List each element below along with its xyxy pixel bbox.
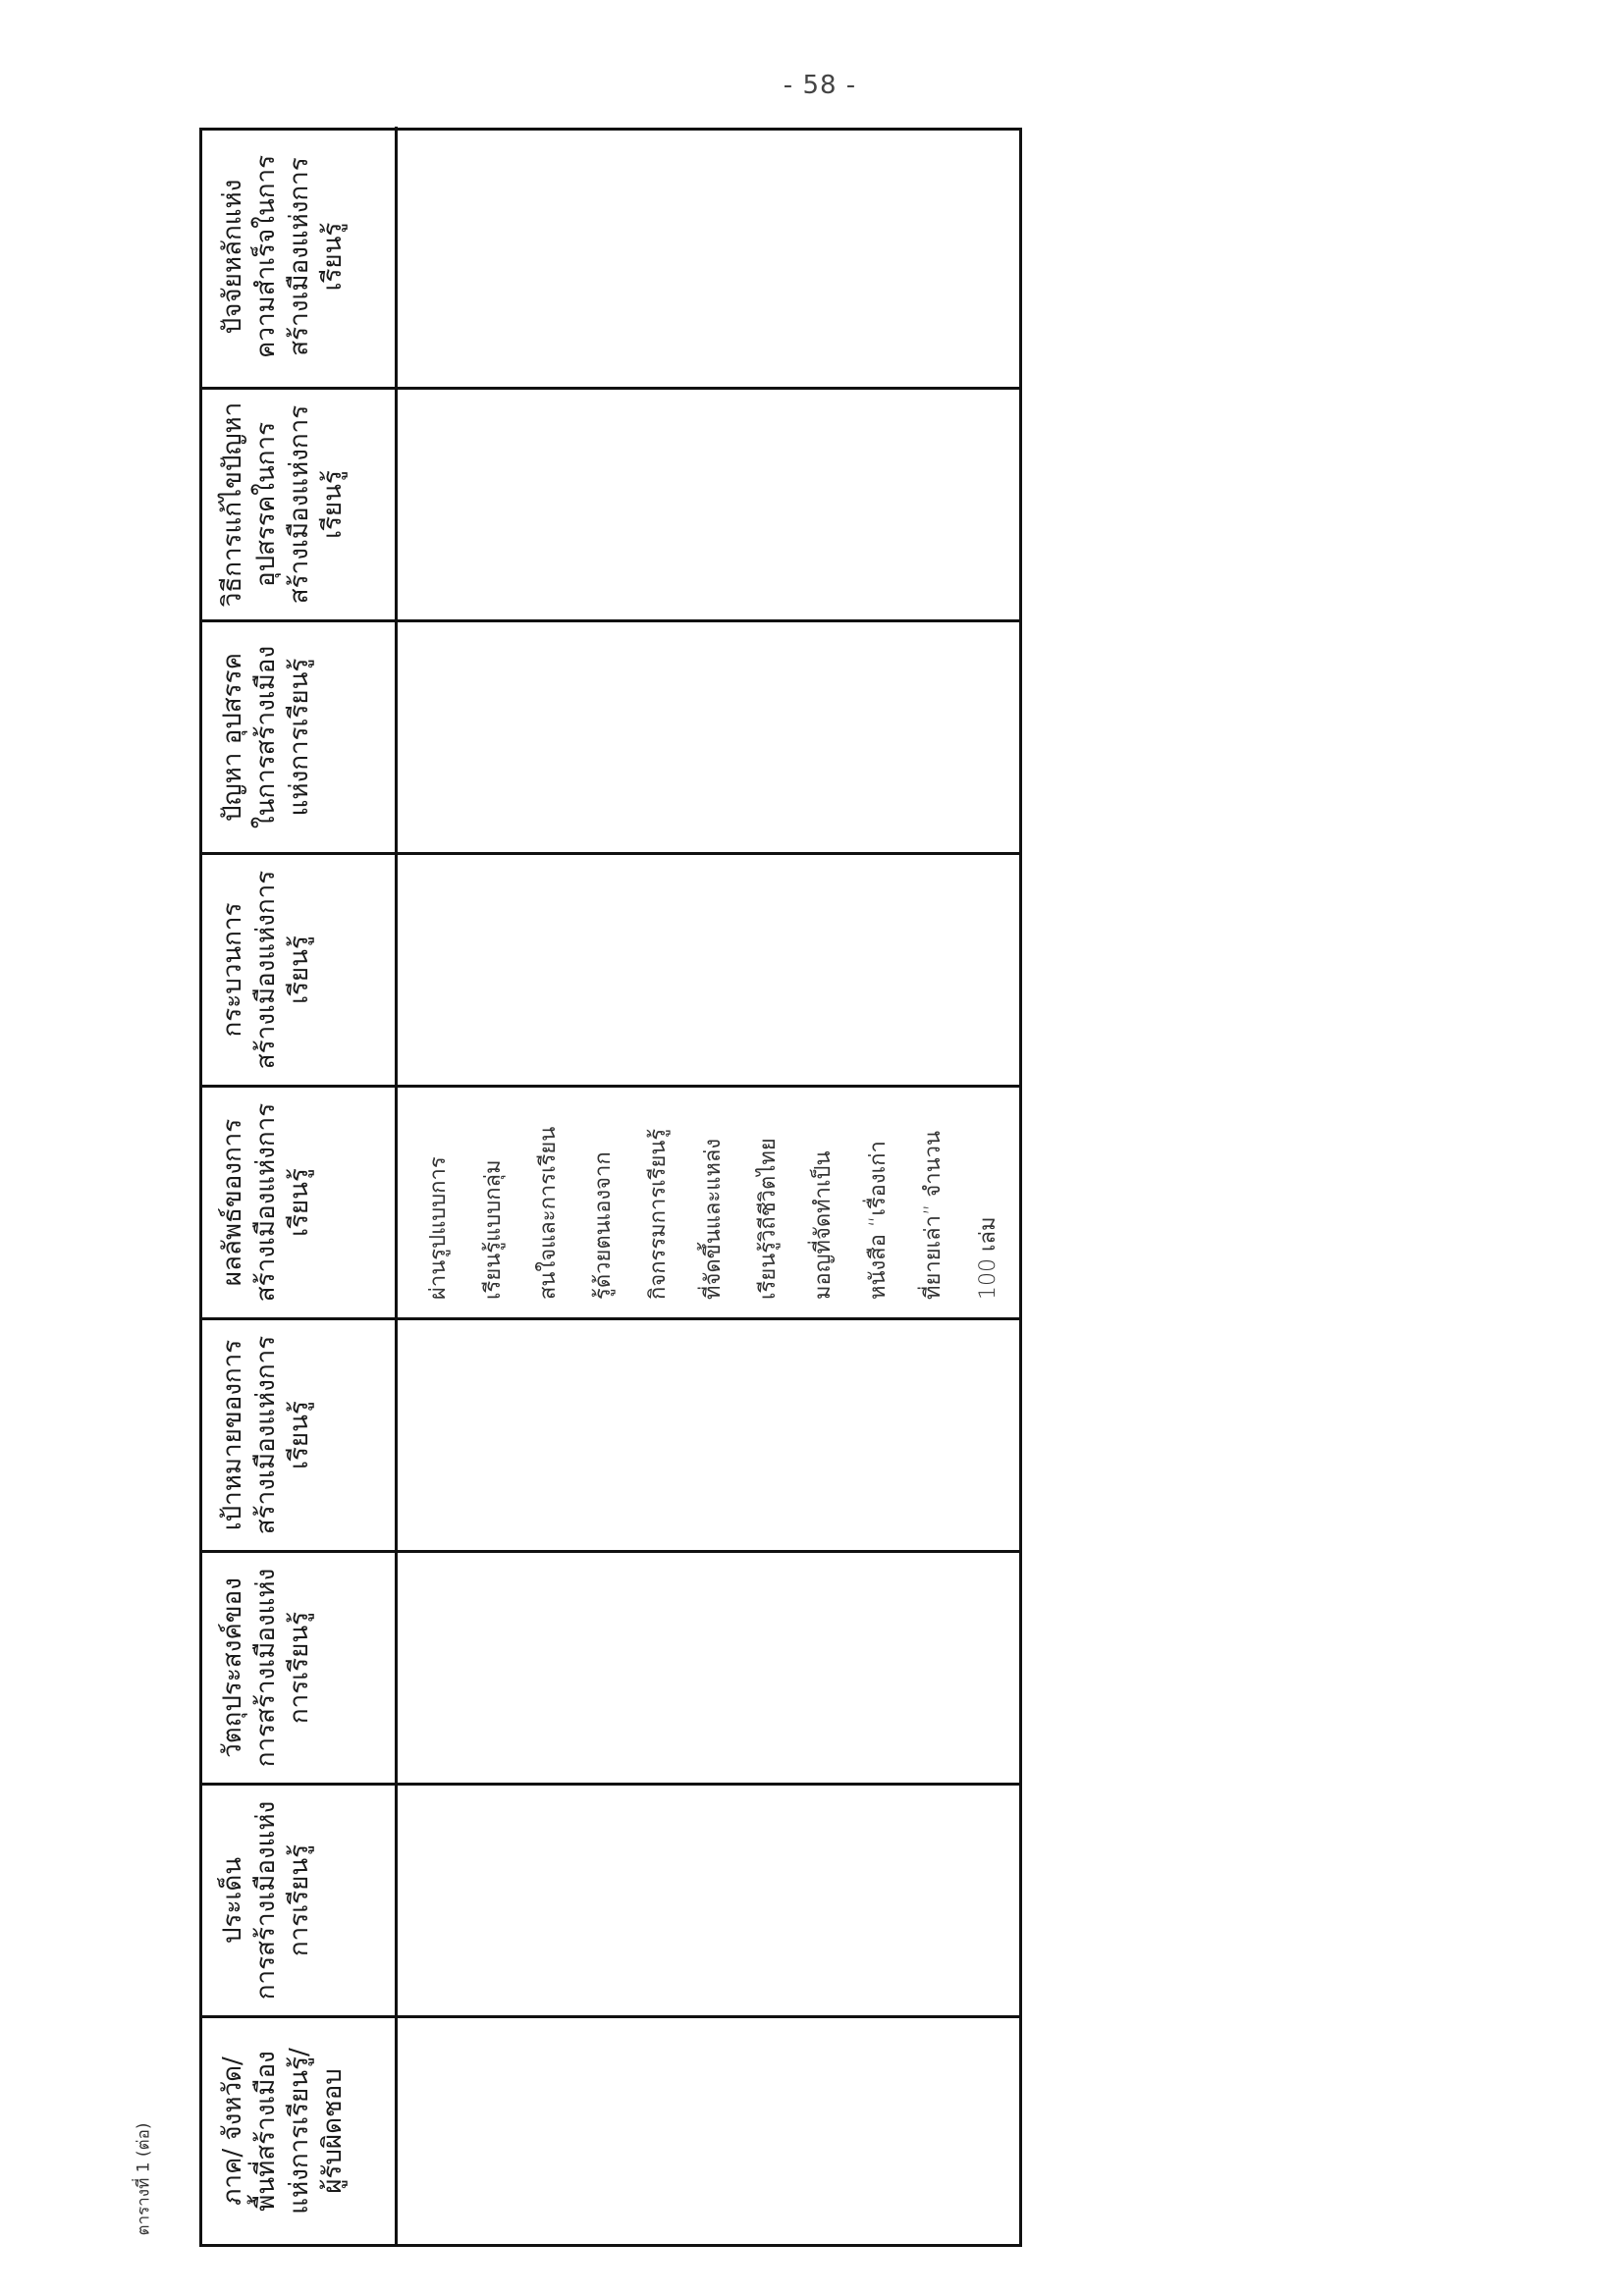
- outcome-line: มอญที่จัดทำเป็น: [811, 1150, 836, 1300]
- header-label: เป้าหมายของการ สร้างเมืองแห่งการ เรียนรู้: [218, 1335, 314, 1535]
- header-problems: [202, 619, 398, 852]
- cell-solutions: [398, 387, 1019, 619]
- header-label: ปัจจัยหลักแห่ง ความสำเร็จในการ สร้างเมืองแห่งการ เรียนรู้: [218, 154, 348, 359]
- header-label: กระบวนการ สร้างเมืองแห่งการ เรียนรู้: [218, 870, 314, 1070]
- header-region-province: [202, 2015, 398, 2244]
- outcome-line: ผ่านรูปแบบการ: [426, 1156, 451, 1300]
- header-process: [202, 852, 398, 1085]
- header-label: ปัญหา อุปสรรค ในการสร้างเมือง แห่งการเรียนรู้: [218, 645, 314, 829]
- outcome-line: ที่ยายเล่า” จำนวน: [921, 1130, 946, 1300]
- cell-process: [398, 852, 1019, 1085]
- header-label: วิธีการแก้ไขปัญหา อุปสรรคในการ สร้างเมืองแห่งการ เรียนรู้: [218, 401, 348, 608]
- header-label: ภาค/ จังหวัด/ พื้นที่สร้างเมือง แห่งการเรียนรู้/ ผู้รับผิดชอบ: [218, 2048, 348, 2215]
- outcome-line: ที่จัดขึ้นและแหล่ง: [701, 1138, 726, 1300]
- header-label: ผลลัพธ์ของการ สร้างเมืองแห่งการ เรียนรู้: [218, 1102, 314, 1303]
- header-objective: [202, 1550, 398, 1783]
- outcome-text: [411, 1088, 1016, 1300]
- page-number: - 58 -: [783, 71, 857, 100]
- header-label: ประเด็น การสร้างเมืองแห่ง การเรียนรู้: [218, 1800, 314, 2001]
- outcome-line: หนังสือ “เรื่องเก่า: [866, 1141, 891, 1300]
- learning-city-table: [199, 128, 1022, 2247]
- cell-problems: [398, 619, 1019, 852]
- cell-objective: [398, 1550, 1019, 1783]
- cell-issue: [398, 1783, 1019, 2015]
- outcome-line: กิจกรรมการเรียนรู้: [646, 1128, 671, 1300]
- cell-success-factors: [398, 127, 1019, 387]
- cell-outcome: [398, 1085, 1019, 1317]
- cell-region-province: [398, 2015, 1019, 2244]
- header-issue: [202, 1783, 398, 2015]
- outcome-line: เรียนรู้แบบกลุ่ม: [481, 1159, 506, 1300]
- cell-goal: [398, 1317, 1019, 1550]
- header-label: วัตถุประสงค์ของ การสร้างเมืองแห่ง การเรียนรู้: [218, 1568, 314, 1768]
- table-caption: ตารางที่ 1 (ต่อ): [134, 2122, 154, 2236]
- outcome-line: 100 เล่ม: [976, 1216, 1001, 1300]
- header-goal: [202, 1317, 398, 1550]
- header-solutions: [202, 387, 398, 619]
- outcome-line: รู้ด้วยตนเองจาก: [591, 1151, 616, 1300]
- header-outcome: [202, 1085, 398, 1317]
- rotated-table-grid: [202, 131, 1019, 2244]
- header-success-factors: [202, 127, 398, 387]
- outcome-line: เรียนรู้วิถีชีวิตไทย: [756, 1138, 781, 1300]
- outcome-line: สนใจและการเรียน: [536, 1126, 561, 1300]
